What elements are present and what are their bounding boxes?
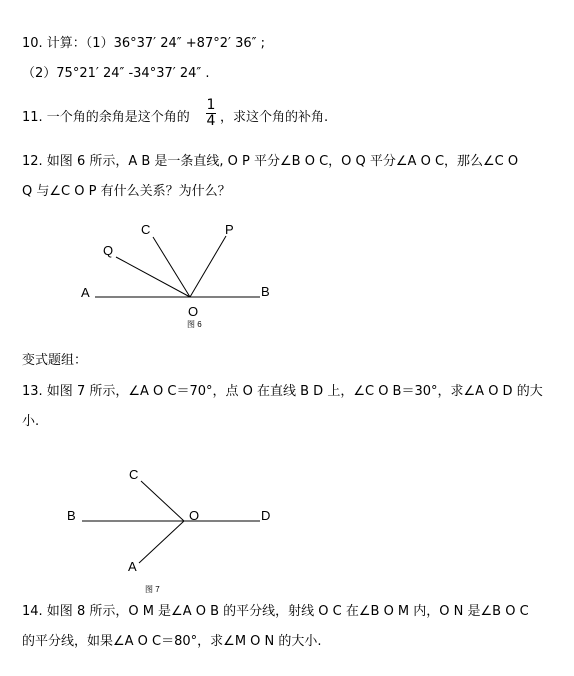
- label-o: O: [188, 304, 199, 319]
- label-b: B: [261, 284, 270, 299]
- label-a: A: [128, 559, 137, 574]
- ray-oc: [141, 481, 184, 521]
- variant-section-title: 变式题组：: [22, 353, 88, 368]
- label-b: B: [67, 508, 76, 523]
- label-o: O: [189, 508, 200, 523]
- ray-oq: [116, 257, 190, 297]
- label-a: A: [81, 285, 90, 300]
- problem-13-line-2: 小.: [22, 414, 40, 429]
- problem-12-line-2: Q 与∠C O P 有什么关系？为什么？: [22, 184, 231, 199]
- problem-13-line-1: 13. 如图 7 所示，∠A O C＝70°，点 O 在直线 B D 上，∠C O B＝30°，求∠A O D 的大: [22, 384, 543, 399]
- ray-oc: [153, 237, 190, 297]
- ray-oa: [139, 521, 184, 563]
- problem-10-line-2: （2）75°21′ 24″ -34°37′ 24″ .: [22, 66, 210, 81]
- label-c: C: [141, 222, 151, 237]
- label-d: D: [261, 508, 271, 523]
- label-c: C: [129, 467, 139, 482]
- label-p: P: [225, 222, 234, 237]
- label-q: Q: [103, 243, 114, 258]
- problem-11-text-after: ，求这个角的补角.: [220, 110, 329, 125]
- problem-11-text-before: 11. 一个角的余角是这个角的: [22, 110, 190, 125]
- problem-10-line-1: 10. 计算：（1）36°37′ 24″ +87°2′ 36″ ;: [22, 36, 265, 51]
- problem-14-line-1: 14. 如图 8 所示，O M 是∠A O B 的平分线，射线 O C 在∠B O M 内，O N 是∠B O C: [22, 604, 529, 619]
- problem-14-line-2: 的平分线，如果∠A O C＝80°，求∠M O N 的大小.: [22, 634, 322, 649]
- ray-op: [190, 236, 226, 297]
- fraction-denominator: 4: [206, 113, 216, 129]
- figure-6-caption: 图 6: [187, 320, 202, 329]
- figure-7-caption: 图 7: [145, 585, 160, 594]
- figure-7: [67, 467, 270, 594]
- problem-12-line-1: 12. 如图 6 所示，A B 是一条直线, O P 平分∠B O C，O Q 平分∠A O C，那么∠C O: [22, 154, 519, 169]
- figure-6: [81, 222, 270, 329]
- fraction-numerator: 1: [206, 97, 216, 113]
